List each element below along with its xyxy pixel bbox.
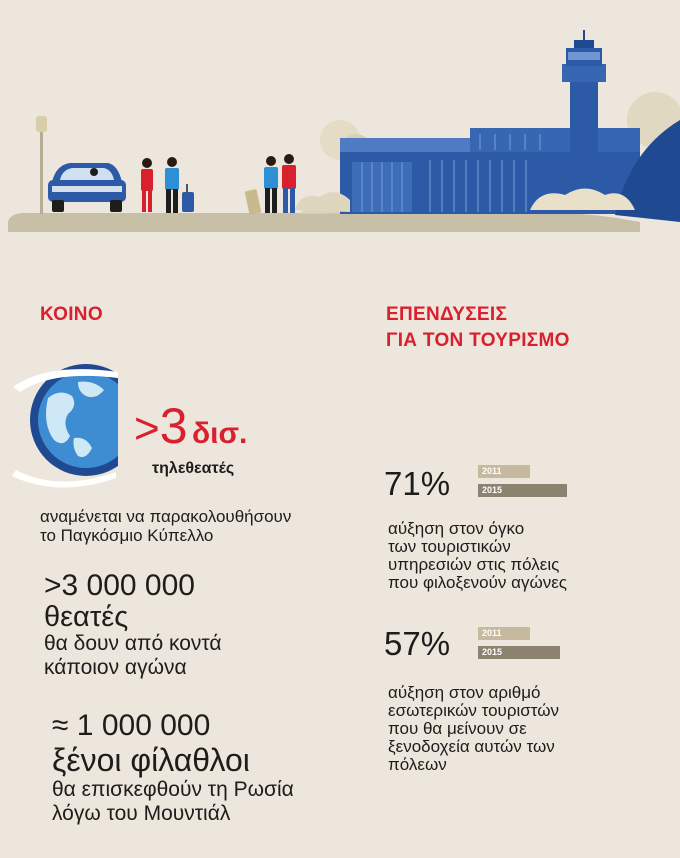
- stat-description-line: αύξηση στον όγκο: [388, 519, 525, 538]
- stat-description-line: των τουριστικών: [388, 537, 511, 556]
- audience-number: 3: [159, 398, 188, 454]
- spectators-description-line: θα δουν από κοντά: [44, 632, 222, 655]
- stat-description-line: αύξηση στον αριθμό: [388, 683, 541, 702]
- audience-description-line: το Παγκόσμιο Κύπελλο: [40, 526, 214, 545]
- fans-block: [52, 710, 392, 826]
- audience-description-line: αναμένεται να παρακολουθήσουν: [40, 507, 292, 526]
- stat-description-line: πόλεων: [388, 755, 447, 774]
- bar-year-label: 2015: [482, 485, 503, 495]
- spectators-description-line: κάποιον αγώνα: [44, 656, 187, 679]
- travellers-right: [245, 154, 296, 215]
- fans-label: ξένοι φίλαθλοι: [52, 742, 250, 778]
- bar-2011: [478, 465, 530, 478]
- stat-description-line: υπηρεσιών στις πόλεις: [388, 555, 560, 574]
- investment-title-line: ΕΠΕΝΔΥΣΕΙΣ: [386, 304, 508, 325]
- bar-2015: [478, 484, 567, 497]
- spectators-number: >3 000 000: [44, 569, 195, 602]
- spectators-label: θεατές: [44, 601, 129, 633]
- bar-2011: [478, 627, 530, 640]
- stat-percent: 71%: [384, 465, 451, 502]
- ground-strip: [8, 213, 640, 232]
- audience-section-title: ΚΟΙΝΟ: [40, 304, 103, 325]
- globe-icon: [8, 352, 148, 492]
- stat-description: [388, 520, 668, 592]
- stat-description-line: που θα μείνουν σε: [388, 719, 527, 738]
- travellers-left: [141, 157, 194, 213]
- fans-description-line: λόγω του Μουντιάλ: [52, 802, 231, 825]
- audience-prefix: >: [134, 404, 160, 453]
- bar-2015: [478, 646, 560, 659]
- car: [48, 163, 126, 212]
- fans-description-line: θα επισκεφθούν τη Ρωσία: [52, 778, 294, 801]
- airport-building: [340, 30, 640, 214]
- bar-year-label: 2015: [482, 647, 503, 657]
- bush-front: [295, 192, 350, 212]
- stat-description-line: που φιλοξενούν αγώνες: [388, 573, 567, 592]
- stat-percent: 57%: [384, 625, 451, 662]
- fans-number: ≈ 1 000 000: [52, 709, 211, 742]
- audience-description: [40, 507, 340, 545]
- investment-title-line: ΓΙΑ ΤΟΝ ΤΟΥΡΙΣΜΟ: [386, 330, 570, 351]
- audience-figure: [134, 398, 248, 454]
- investment-section-title: [386, 302, 570, 354]
- bar-year-label: 2011: [482, 466, 502, 476]
- audience-subtitle: τηλεθεατές: [152, 460, 235, 477]
- stat-description-line: εσωτερικών τουριστών: [388, 701, 560, 720]
- audience-unit: δισ.: [191, 417, 248, 450]
- spectators-block: [44, 570, 364, 680]
- stat-description-line: ξενοδοχεία αυτών των: [388, 737, 555, 756]
- stat-description: [388, 684, 668, 774]
- street-lamp: [36, 116, 47, 214]
- airport-illustration: [0, 0, 680, 245]
- bar-year-label: 2011: [482, 628, 502, 638]
